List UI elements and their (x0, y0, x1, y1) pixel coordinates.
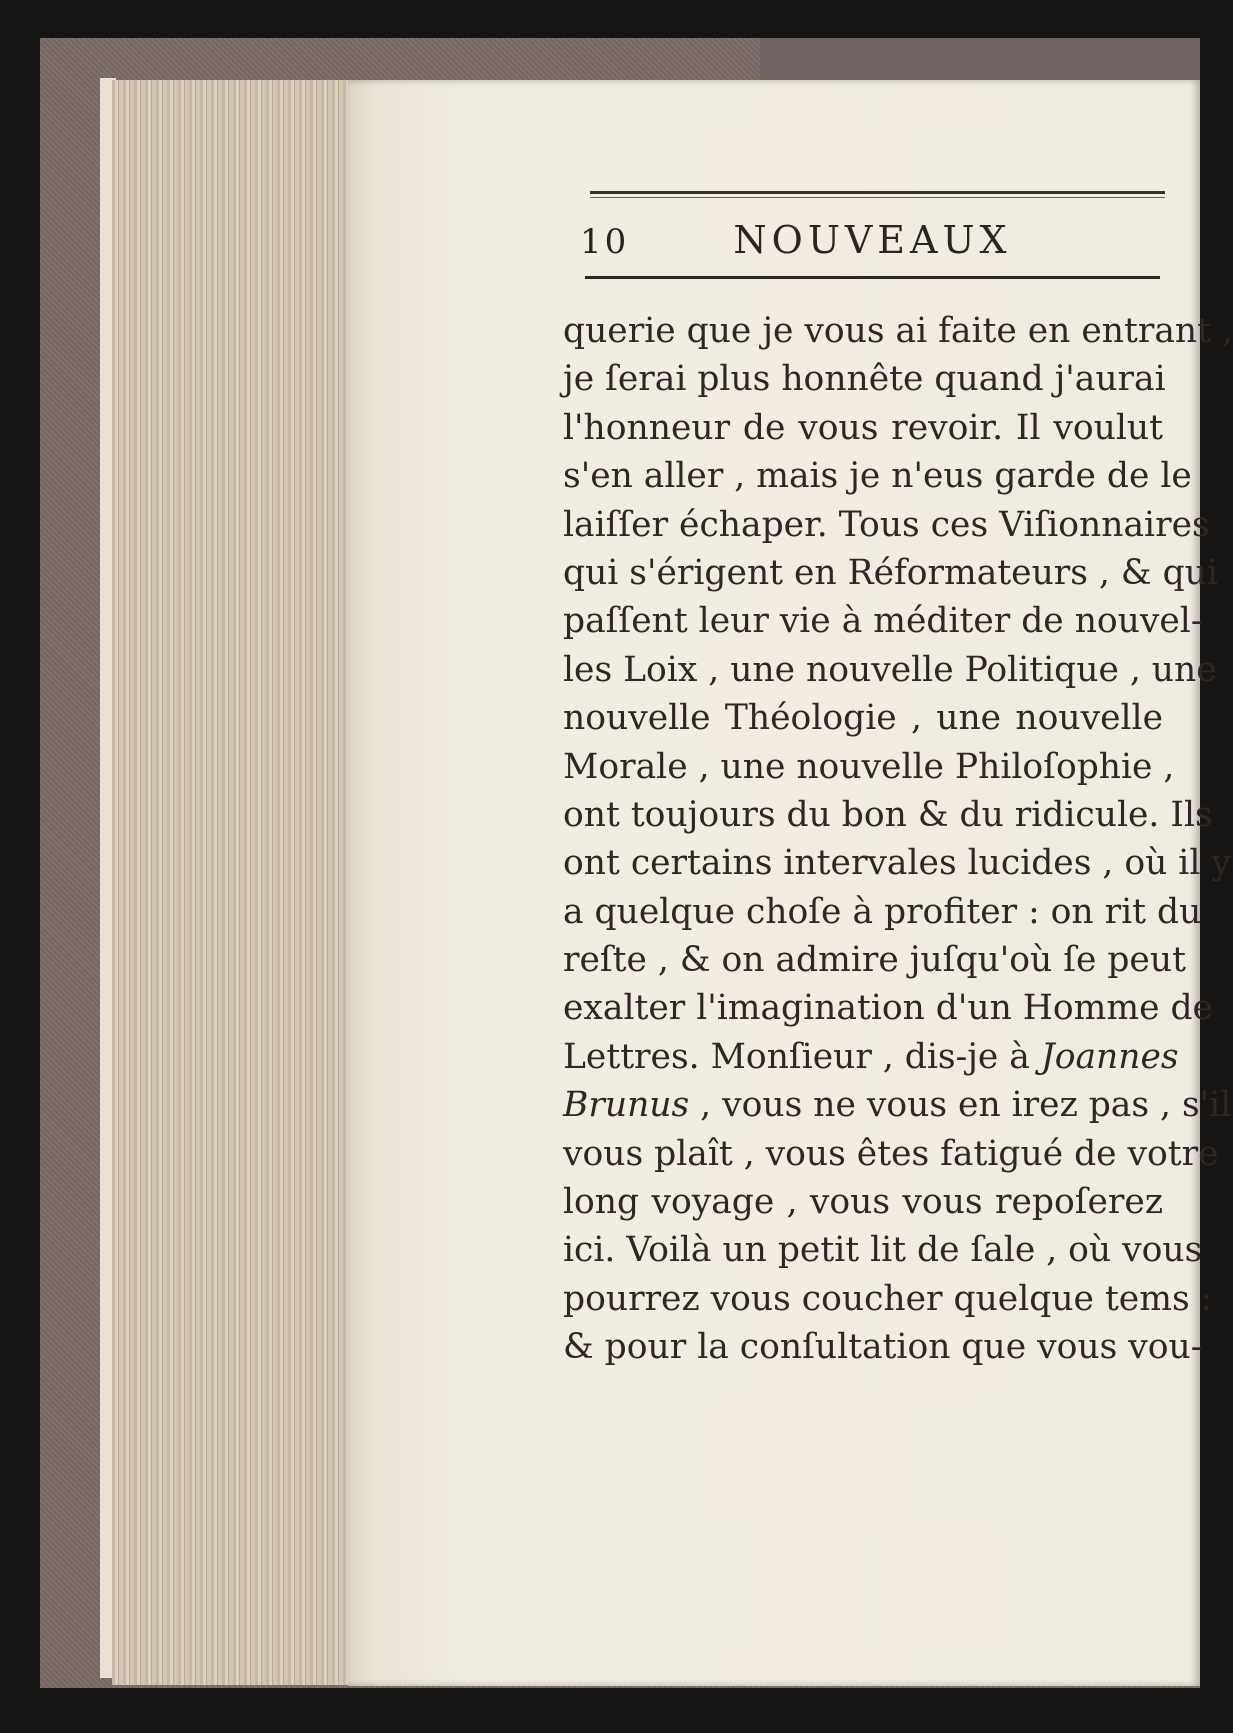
text-line (563, 888, 1202, 936)
text-line (563, 936, 1186, 984)
text-span: ici. Voilà un petit lit de ſale , où vous (563, 1230, 1203, 1271)
text-span: ont certains intervales lucides , où il y (563, 843, 1231, 884)
text-line (563, 1081, 1232, 1129)
text-line (563, 1033, 1179, 1081)
text-span: laiſſer échaper. Tous ces Viſionnaires (563, 504, 1210, 545)
italic-name: Brunus (563, 1085, 690, 1126)
text-span: & pour la conſultation que vous vou- (563, 1327, 1203, 1368)
text-line (563, 646, 1217, 694)
text-line (563, 452, 1192, 500)
text-line (563, 307, 1233, 355)
text-line (563, 984, 1213, 1032)
body-text (563, 307, 1233, 1372)
text-span: reſte , & on admire juſqu'où ſe peut (563, 940, 1186, 981)
text-line (563, 743, 1175, 791)
text-span: ont toujours du bon & du ridicule. Ils (563, 794, 1213, 835)
page-block-edge (112, 80, 348, 1685)
text-line (563, 355, 1166, 403)
text-line (563, 1130, 1219, 1178)
text-line (563, 839, 1231, 887)
text-line (563, 1323, 1203, 1371)
text-span: l'honneur de vous revoir. Il voulut (563, 407, 1163, 448)
text-span: a quelque choſe à profiter : on rit du (563, 891, 1202, 932)
text-line (563, 694, 1163, 742)
running-head: NOUVEAUX (733, 218, 1012, 262)
text-line (563, 791, 1213, 839)
text-span: pourrez vous coucher quelque tems : (563, 1278, 1213, 1319)
text-line (563, 501, 1210, 549)
text-line (563, 1178, 1163, 1226)
text-span: querie que je vous ai faite en entrant , (563, 311, 1233, 351)
italic-name: Joannes (1040, 1036, 1179, 1077)
text-span: nouvelle Théologie , une nouvelle (563, 698, 1163, 739)
text-span: Morale , une nouvelle Philoſophie , (563, 746, 1175, 787)
book-spine-leather (760, 38, 1200, 82)
text-span: Lettres. Monſieur , dis-je à (563, 1036, 1041, 1077)
text-span: long voyage , vous vous repoſerez (563, 1182, 1163, 1223)
top-rule (590, 191, 1165, 194)
text-line (563, 549, 1218, 597)
text-line (563, 1275, 1213, 1323)
text-span: je ſerai plus honnête quand j'aurai (563, 359, 1166, 400)
text-span: vous plaît , vous êtes fatigué de votre (563, 1133, 1219, 1174)
text-span: s'en aller , mais je n'eus garde de le (563, 456, 1192, 497)
text-span: , vous ne vous en irez pas , s'il (689, 1085, 1232, 1126)
header-rule (585, 276, 1160, 279)
text-line (563, 597, 1203, 645)
page-number: 10 (580, 222, 630, 262)
text-line (563, 404, 1163, 452)
text-span: paſſent leur vie à méditer de nouvel- (563, 601, 1203, 642)
text-line (563, 1226, 1203, 1274)
top-rule-thin (590, 197, 1165, 198)
text-span: exalter l'imagination d'un Homme de (563, 988, 1213, 1029)
text-span: qui s'érigent en Réformateurs , & qui (563, 552, 1218, 593)
text-span: les Loix , une nouvelle Politique , une (563, 649, 1217, 690)
